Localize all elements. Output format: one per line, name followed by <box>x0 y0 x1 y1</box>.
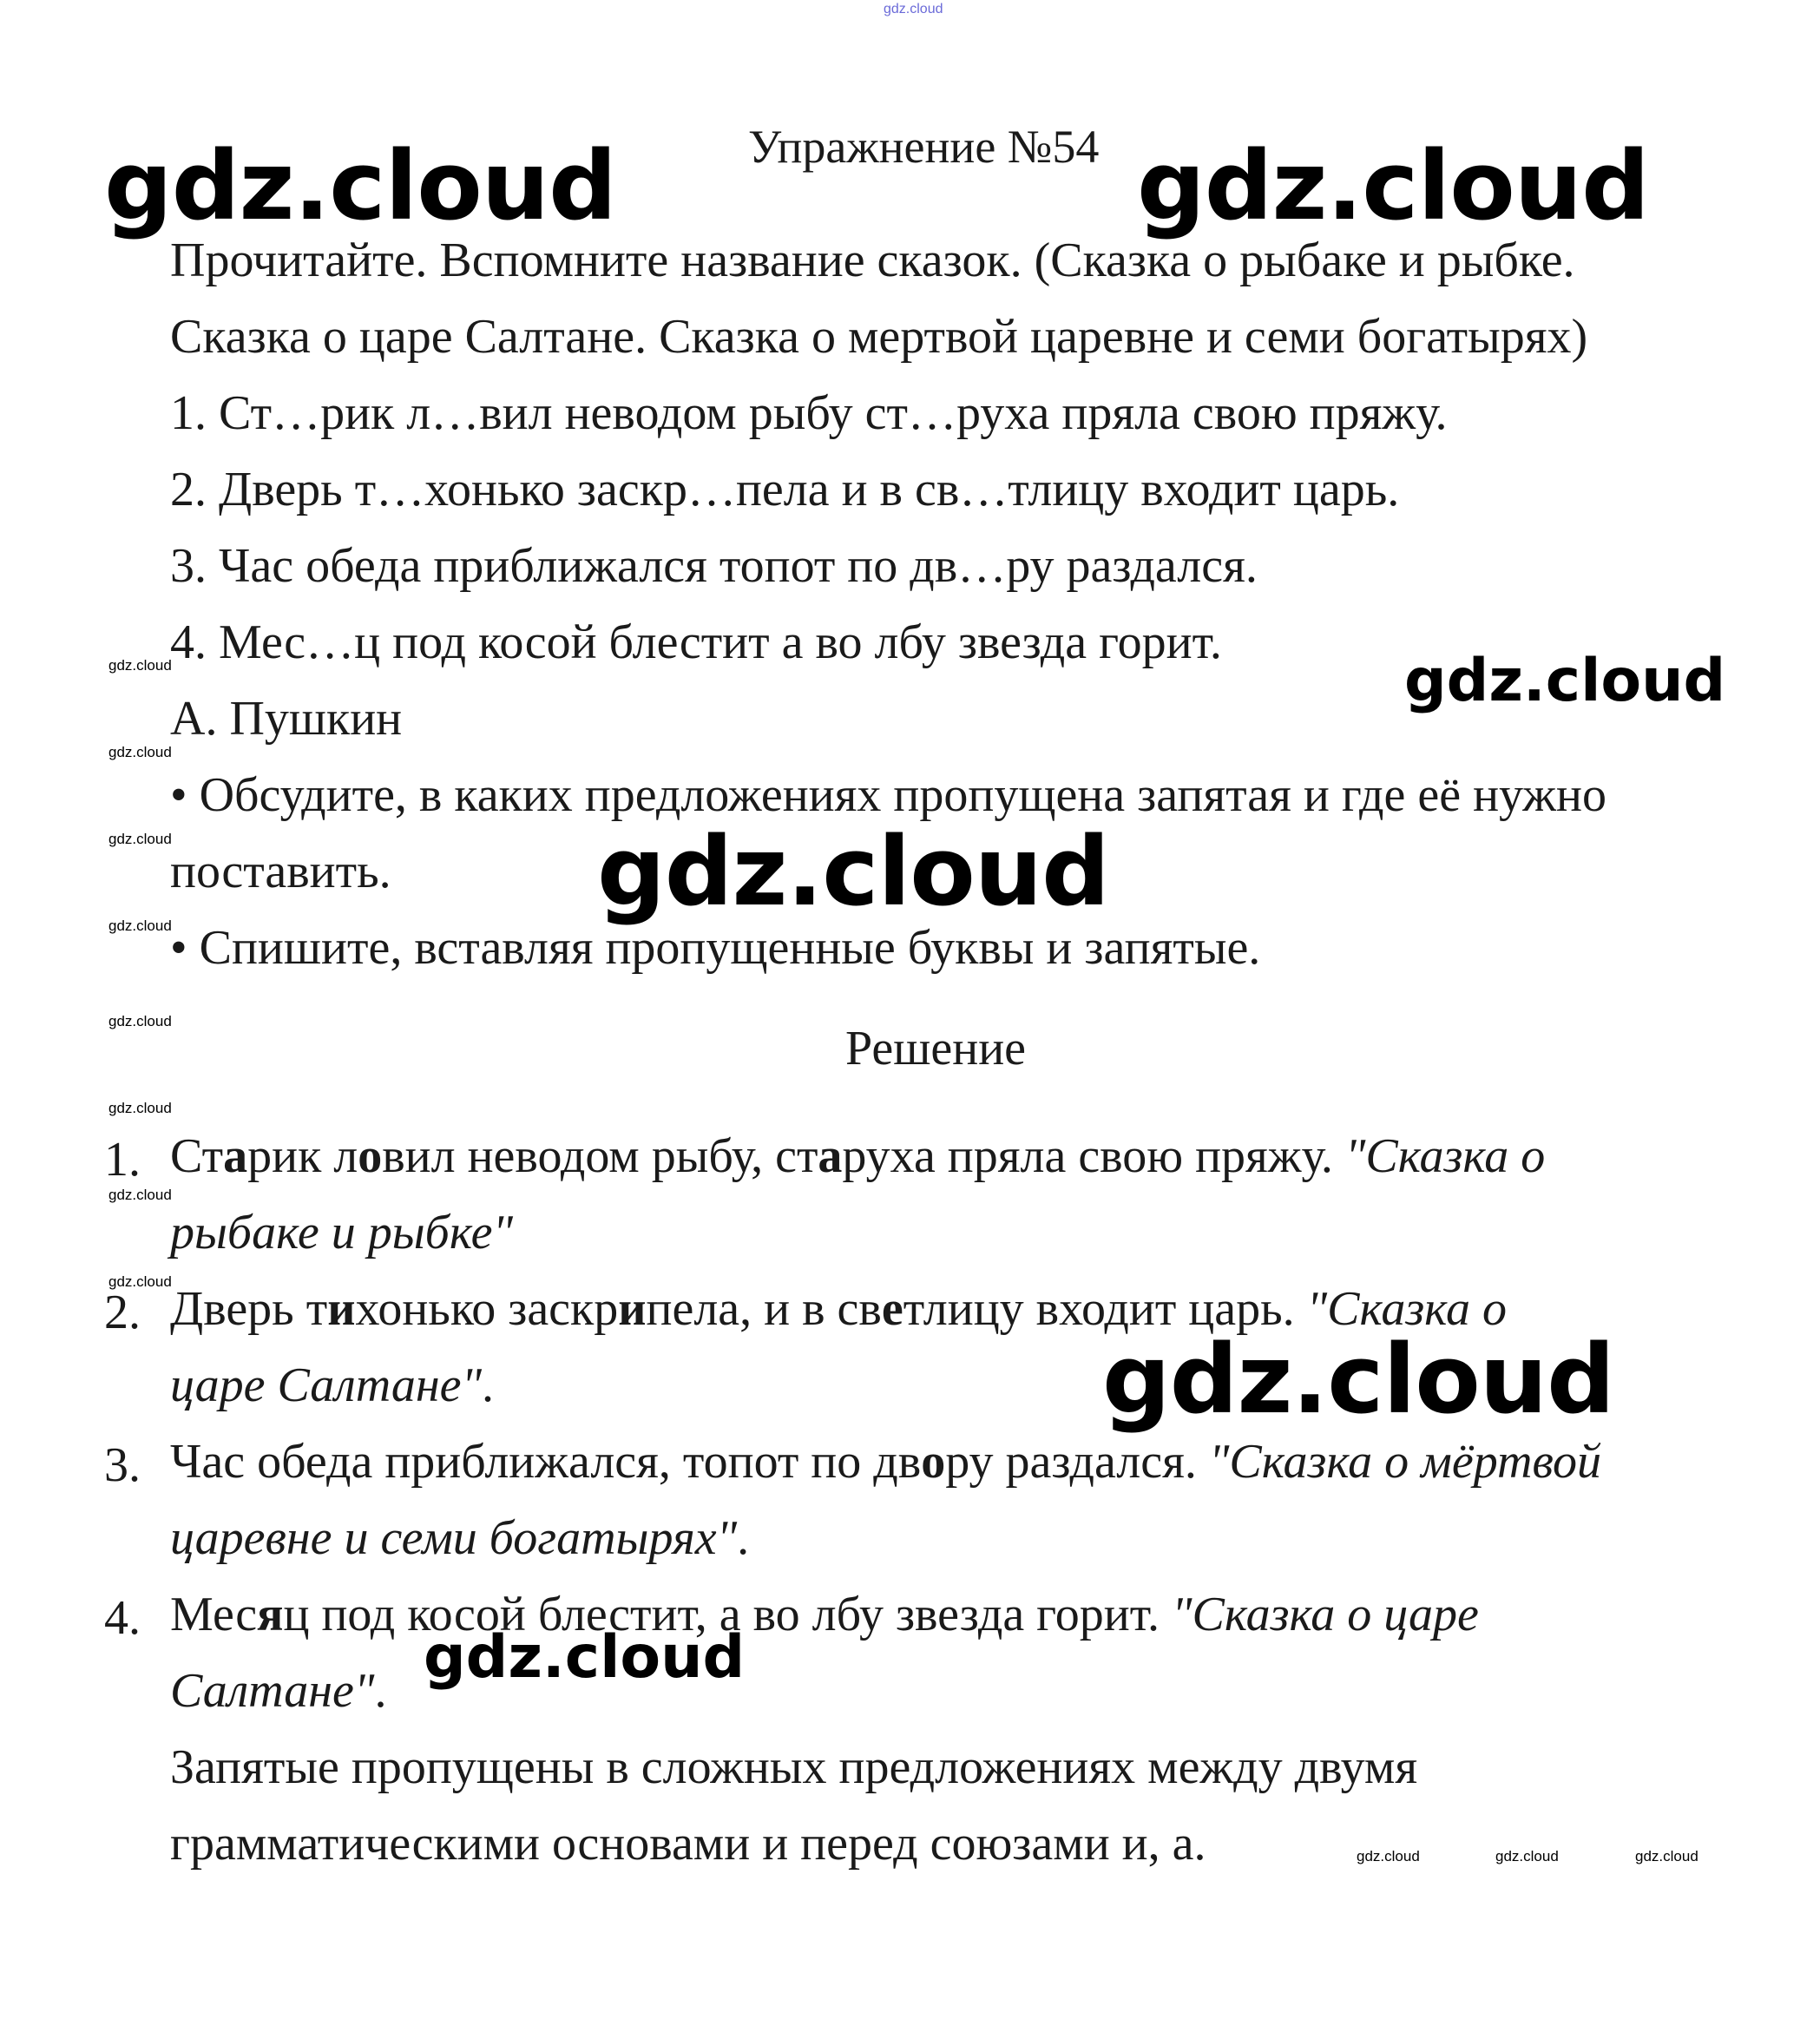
exercise-intro-line: Сказка о царе Салтане. Сказка о мертвой царевне и семи богатырях) <box>170 310 1588 364</box>
solution-source-italic: Салтане" <box>170 1664 375 1718</box>
watermark-top: gdz.cloud <box>884 2 943 16</box>
exercise-task: • Обсудите, в каких предложениях пропущена запятая и где её нужно <box>170 768 1606 822</box>
exercise-task: • Спишите, вставляя пропущенные буквы и запятые. <box>170 921 1261 975</box>
solution-item-number: 1. <box>104 1133 141 1187</box>
solution-item-source: рыбаке и рыбке" <box>170 1206 514 1259</box>
watermark-small: gdz.cloud <box>108 831 172 847</box>
exercise-title: Упражнение №54 <box>748 121 1100 173</box>
exercise-intro-line: Прочитайте. Вспомните название сказок. (Сказка о рыбаке и рыбке. <box>170 233 1575 287</box>
solution-source-tail: . <box>737 1511 750 1565</box>
fairy-tale-source: "Сказка о <box>1306 1282 1507 1336</box>
sentence-text: Ст <box>170 1129 224 1183</box>
watermark-small: gdz.cloud <box>108 917 172 934</box>
watermark-small: gdz.cloud <box>108 1273 172 1290</box>
solution-item-source <box>170 1358 494 1412</box>
solution-conclusion: грамматическими основами и перед союзами и, а. <box>170 1817 1206 1871</box>
watermark-medium: gdz.cloud <box>424 1623 746 1692</box>
inserted-letter: о <box>358 1129 383 1183</box>
watermark-large: gdz.cloud <box>1137 130 1649 241</box>
fairy-tale-source: "Сказка о мёртвой <box>1208 1435 1602 1489</box>
watermark-small: gdz.cloud <box>108 657 172 674</box>
sentence-text: Час обеда приближался, топот по дв <box>170 1435 922 1489</box>
solution-item-number: 3. <box>104 1438 141 1492</box>
watermark-small: gdz.cloud <box>108 1100 172 1116</box>
inserted-letter: е <box>881 1282 903 1336</box>
solution-source-tail: . <box>374 1664 387 1718</box>
sentence-text: хонько заскр <box>355 1282 619 1336</box>
exercise-sentence: 1. Ст…рик л…вил неводом рыбу ст…руха пряла свою пряжу. <box>170 386 1448 440</box>
solution-source-italic: царевне и семи богатырях" <box>170 1511 738 1565</box>
sentence-text: тлицу входит царь. <box>903 1282 1307 1336</box>
watermark-medium: gdz.cloud <box>1404 647 1726 715</box>
inserted-letter: я <box>257 1588 284 1641</box>
solution-item-line <box>170 1129 1546 1183</box>
solution-item-line <box>170 1590 1479 1639</box>
inserted-letter: и <box>327 1282 356 1336</box>
exercise-sentence: 3. Час обеда приближался топот по дв…ру раздался. <box>170 539 1258 593</box>
solution-item-line <box>170 1282 1507 1336</box>
sentence-text: руха пряла свою пряжу. <box>842 1129 1345 1183</box>
sentence-text: Мес <box>170 1588 258 1641</box>
watermark-large: gdz.cloud <box>1102 1324 1614 1435</box>
watermark-small: gdz.cloud <box>108 1187 172 1203</box>
watermark-small: gdz.cloud <box>1495 1848 1559 1864</box>
exercise-sentence: 4. Мес…ц под косой блестит а во лбу звезда горит. <box>170 615 1222 669</box>
solution-source-italic: царе Салтане" <box>170 1358 482 1412</box>
exercise-task: поставить. <box>170 845 391 898</box>
sentence-text: Дверь т <box>170 1282 328 1336</box>
inserted-letter: а <box>818 1129 843 1183</box>
inserted-letter: а <box>223 1129 248 1183</box>
watermark-large: gdz.cloud <box>597 816 1109 927</box>
inserted-letter: о <box>921 1435 946 1489</box>
watermark-small: gdz.cloud <box>1357 1848 1420 1864</box>
solution-heading: Решение <box>845 1022 1027 1075</box>
solution-item-number: 2. <box>104 1286 141 1339</box>
sentence-text: рик л <box>247 1129 358 1183</box>
sentence-text: ц под косой блестит, а во лбу звезда горит. <box>283 1588 1172 1641</box>
sentence-text: ру раздался. <box>945 1435 1209 1489</box>
watermark-small: gdz.cloud <box>108 1013 172 1029</box>
solution-item-source <box>170 1664 387 1718</box>
watermark-small: gdz.cloud <box>108 744 172 760</box>
solution-source-tail: . <box>481 1358 494 1412</box>
exercise-author: А. Пушкин <box>170 692 403 746</box>
sentence-text: пела, и в св <box>646 1282 882 1336</box>
sentence-text: вил неводом рыбу, ст <box>382 1129 818 1183</box>
exercise-sentence: 2. Дверь т…хонько заскр…пела и в св…тлицу входит царь. <box>170 463 1400 516</box>
fairy-tale-source: "Сказка о царе <box>1171 1588 1479 1641</box>
solution-item-number: 4. <box>104 1591 141 1645</box>
solution-item-source <box>170 1511 750 1565</box>
solution-item-line <box>170 1435 1602 1489</box>
fairy-tale-source: "Сказка о <box>1344 1129 1546 1183</box>
watermark-small: gdz.cloud <box>1635 1848 1698 1864</box>
inserted-letter: и <box>618 1282 647 1336</box>
watermark-large: gdz.cloud <box>104 130 616 241</box>
solution-conclusion: Запятые пропущены в сложных предложениях между двумя <box>170 1740 1418 1794</box>
